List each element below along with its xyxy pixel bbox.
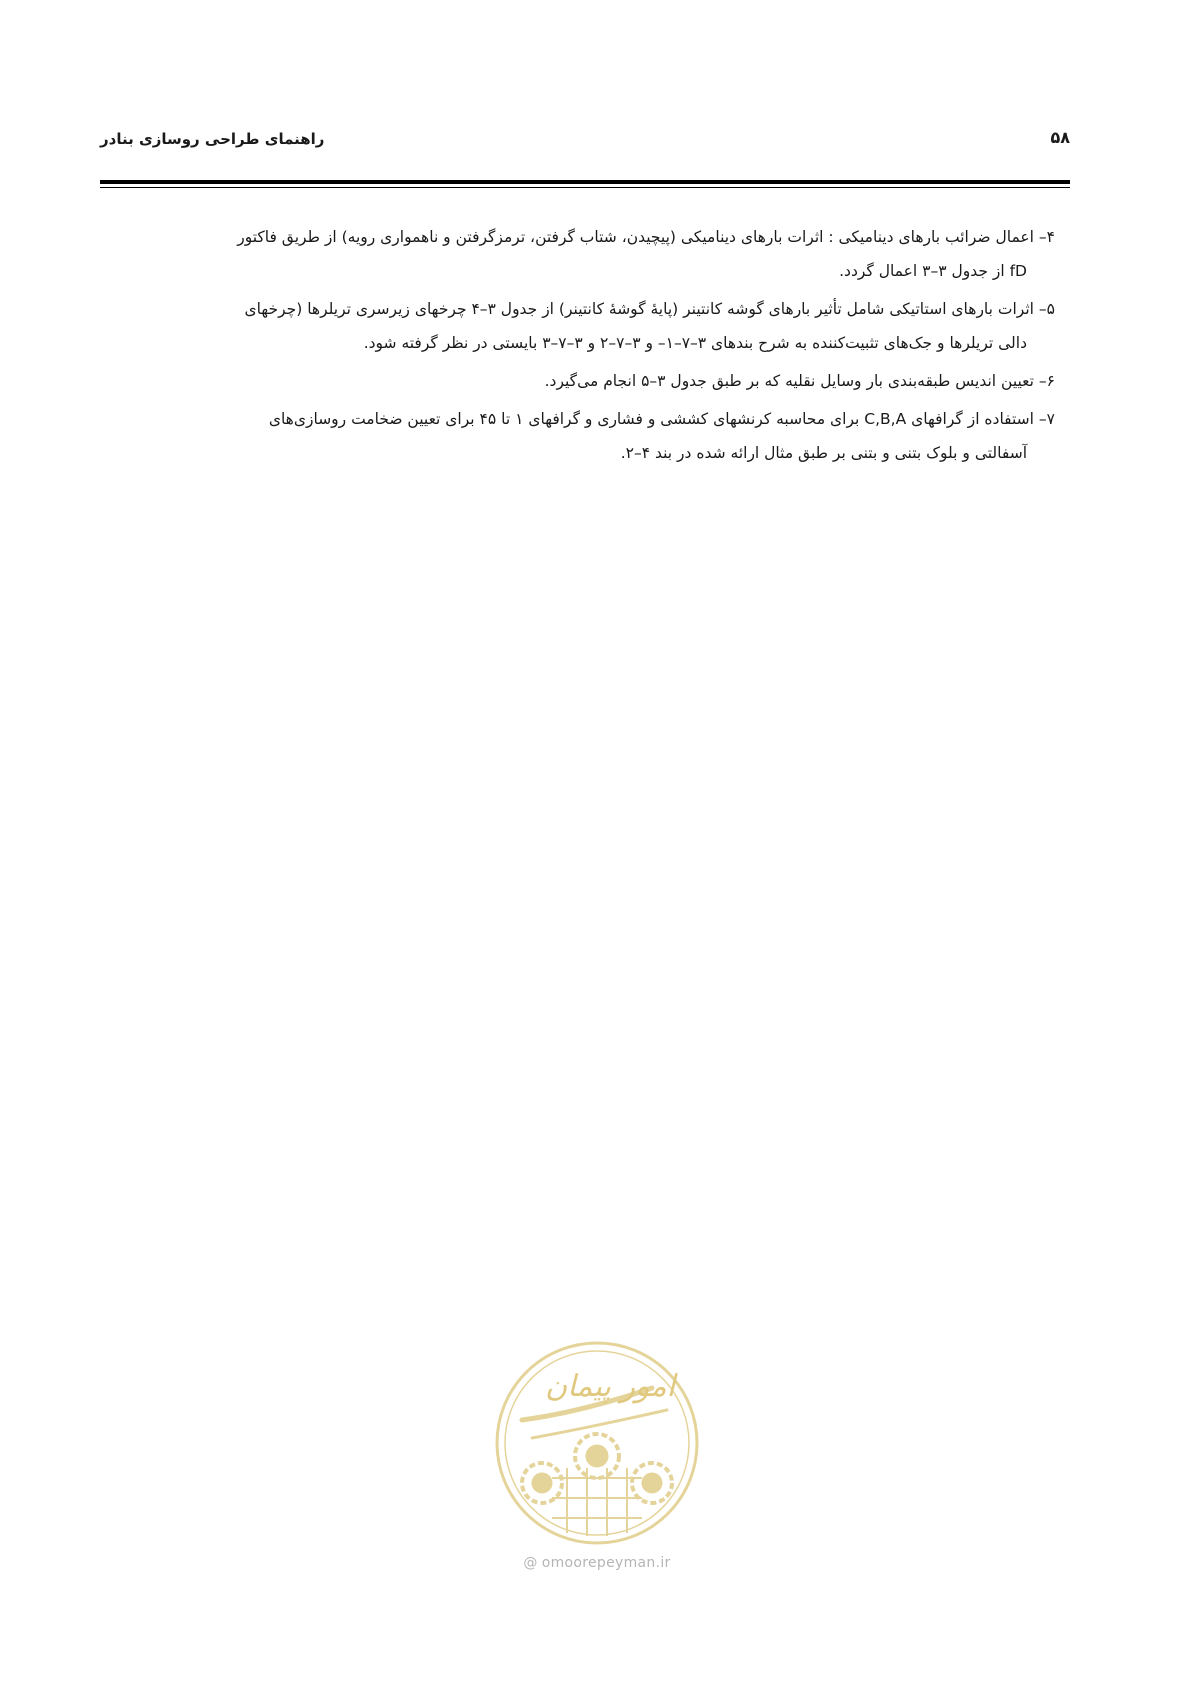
body-text [115,220,1055,474]
watermark-at-icon: @ [523,1555,538,1571]
page-number: ۵۸ [1050,128,1070,147]
item-line: تعیین اندیس طبقه‌بندی بار وسایل نقلیه که بر طبق جدول ۳–۵ انجام می‌گیرد. [544,372,1034,390]
watermark-url [460,1555,734,1571]
item-line: استفاده از گرافهای C,B,A برای محاسبه کرنشهای کششی و فشاری و گرافهای ۱ تا ۴۵ برای تعیین ضخامت روسازی‌های [268,410,1034,428]
item-continuation: آسفالتی و بلوک بتنی و بتنی بر طبق مثال ارائه شده در بند ۴–۲. [620,444,1027,462]
page-header [100,128,1070,158]
item-number: ۴– [1038,228,1055,246]
item-number: ۷– [1038,410,1055,428]
item-number: ۵– [1038,300,1055,318]
watermark-logo-text: امور پیمان [545,1369,675,1404]
item-continuation: دالی تریلرها و جک‌های تثبیت‌کننده به شرح بندهای ۳–۷–۱– و ۳–۷–۲ و ۳–۷–۳ بایستی در نظر گرفته شود. [363,334,1027,352]
watermark-url-text: omoorepeyman.ir [541,1555,671,1571]
item-line: اثرات بارهای استاتیکی شامل تأثیر بارهای گوشه کانتینر (پایهٔ گوشهٔ کانتینر) از جدول ۳–۴ چرخهای زیرسری تریلرها (چرخهای [244,300,1034,318]
list-item [115,402,1055,470]
item-line: اعمال ضرائب بارهای دینامیکی : اثرات بارهای دینامیکی (پیچیدن، شتاب گرفتن، ترمزگرفتن و ناهمواری رویه) از طریق فاکتور [237,228,1034,246]
list-item [115,364,1055,398]
item-number: ۶– [1038,372,1055,390]
header-rule-thick [100,180,1070,184]
list-item [115,292,1055,360]
page-title: راهنمای طراحی روسازی بنادر [100,130,325,148]
item-continuation: fD از جدول ۳–۳ اعمال گردد. [839,262,1027,280]
watermark-logo-icon [492,1338,702,1548]
header-rule-thin [100,187,1070,188]
list-item [115,220,1055,288]
